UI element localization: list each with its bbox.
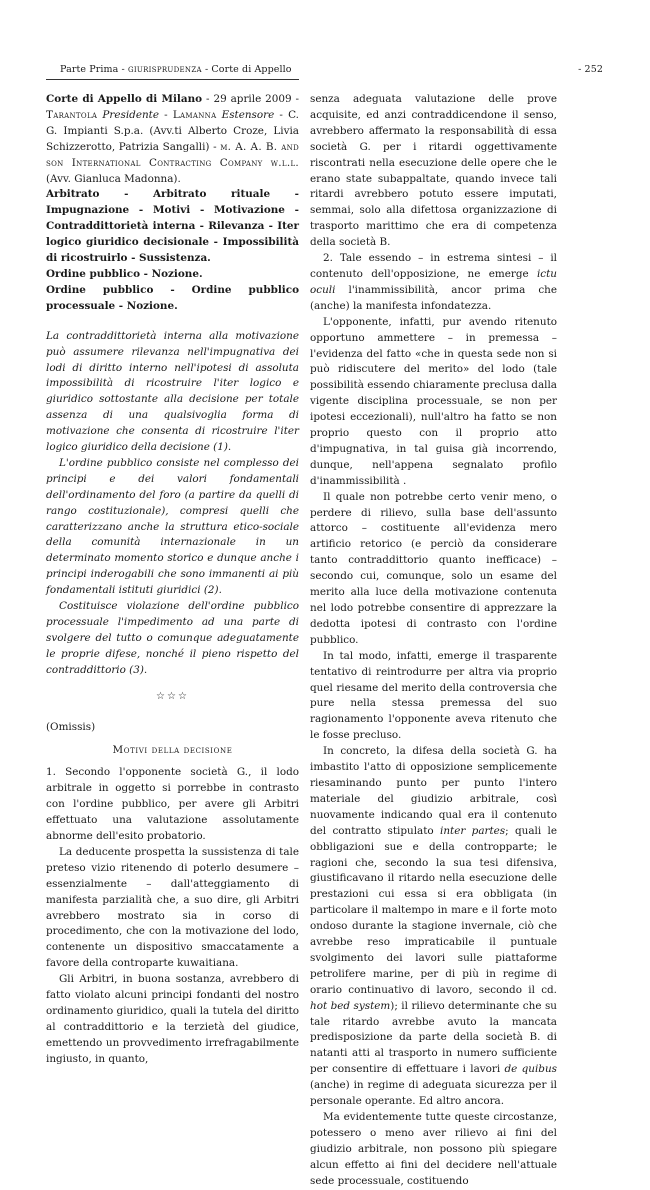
body-paragraph: Ma evidentemente tutte queste circostanze, potessero o meno aver rilievo ai fini del giudizio arbitrale, non possono più spiegare alcun effetto ai fini del decidere nell'attuale sede processuale, costituendo [310, 1111, 557, 1187]
running-header [46, 62, 603, 78]
body-paragraph: La deducente prospetta la sussistenza di tale preteso vizio ritenendo di poterlo desumere – essenzialmente – dall'atteggiamento di manifesta parzialità che, a suo dire, gli Arbitri avrebbero mostrato sia in corso di procedimento, che con la motivazione del lodo, contenente un dispositivo smaccatamente a favore della controparte kuwaitiana. [46, 845, 299, 970]
text-run: In concreto, la difesa della società G. ha imbastito l'atto di opposizione semplicemente riesaminando punto per punto l'intero materiale del giudizio arbitrale, così nuovamente indicando qual era il contenuto del contratto stipulato [310, 745, 557, 837]
keywords-ordine-pubblico: Ordine pubblico - Nozione. [46, 267, 203, 280]
case-citation: Corte di Appello di Milano - 29 aprile 2009 - Tarantola Presidente - Lamanna Estensore - C. G. Impianti S.p.a. (Avv.ti Alberto Croze, Livia Schizzerotto, Patrizia Sangalli) - m. A. A. B. and son International Contracting Company w.l.l. (Avv. Gianluca Madonna). [46, 93, 300, 185]
text-run: (anche) in regime di adeguata sicurezza per il personale operante. Ed altro ancora. [310, 1079, 557, 1108]
maxims [46, 329, 299, 679]
estensore-role: Estensore [221, 108, 275, 121]
maxim-1: La contraddittorietà interna alla motivazione può assumere rilevanza nell'impugnativa dei lodi di diritto interno nell'ipotesi di assoluta impossibilità di ricostruire l'iter logico e giuridico sottostante alla decisione per totale assenza di una qualsivoglia forma di motivazione che consenta di ricostruire l'iter logico giuridico della decisione (1). [46, 329, 299, 454]
keywords-arbitrato: Arbitrato - Arbitrato rituale - Impugnazione - Motivi - Motivazione - Contraddittorietà interna - Rilevanza - Iter logico giuridico decisionale - Impossibilità di ricostruirlo - Sussistenza. [46, 188, 299, 265]
header-section: giurisprudenza [127, 64, 202, 75]
header-part: Parte Prima - [60, 64, 128, 75]
decision-date: - 29 aprile 2009 - [202, 93, 300, 105]
maxim-3: Costituisce violazione dell'ordine pubblico processuale l'impedimento ad una parte di svolgere del tutto o comunque adeguatamente le proprie difese, nonché il pieno rispetto del contraddittorio (3). [46, 600, 299, 676]
text-run: ; quali le obbligazioni sue e della contropparte; le ragioni che, secondo la sua tesi difensiva, giustificavano il ritardo nella esecuzione delle prestazioni cui essa si era obbligata (in particolare il maltempo in mare e il forte moto ondoso durante la stagione invernale, ciò che avrebbe reso impraticabile il puntuale svolgimento dei lavori sulle piattaforme petrolifere marine, per di più in regime di orario continuativo di lavoro, secondo il cd. [310, 824, 557, 996]
text-run: 2. Tale essendo – in estrema sintesi – il contenuto dell'opposizione, ne emerge [310, 252, 557, 280]
parties-first: - C. G. Impianti S.p.a. (Avv.ti Alberto Croze, Livia Schizzerotto, Patrizia Sangalli) - [46, 108, 299, 153]
body-paragraph [310, 744, 557, 1110]
body-paragraph: Il quale non potrebbe certo venir meno, o perdere di rilievo, sulla base dell'assunto attorco – costituente all'evidenza mero artificio retorico (e perciò da considerare tanto contraddittorio quanto inefficace) – secondo cui, comunque, solo un esame del merito alla luce della motivazione contenuta nel lodo potrebbe consentire di apprezzare la dedotta ipotesi di contrasto con l'ordine pubblico. [310, 490, 557, 646]
text-run: ); il rilievo determinante che su tale ritardo avrebbe avuto la mancata predisposizione da parte della società B. di natanti atti al trasporto in numero sufficiente per consentire di effettuare i lavori [310, 999, 557, 1076]
latin-phrase: de quibus [504, 1063, 557, 1076]
header-court: - Corte di Appello [201, 64, 292, 75]
omissis: (Omissis) [46, 720, 96, 733]
parties-second: m. A. A. B. and son International Contracting Company w.l.l. [46, 140, 299, 169]
president-role: Presidente [102, 108, 160, 121]
estensore-name: Lamanna [172, 108, 217, 121]
right-column [310, 92, 557, 1190]
latin-phrase: ictu oculi [310, 267, 557, 296]
body-paragraph: senza adeguata valutazione delle prove acquisite, ed anzi contraddicendone il senso, avrebbero affermato la responsabilità di essa società G. per i ritardi oggettivamente riscontrati nella esecuzione delle opere che le erano state subappaltate, quando invece tali ritardi avrebbero potuto essere imputati, semmai, solo alla difettosa organizzazione di trasporto marittimo che era di competenza della società B. [310, 93, 557, 249]
body-paragraph: In tal modo, infatti, emerge il trasparente tentativo di reintrodurre per altra via proprio quel riesame del merito della controversia che pure nella stessa premessa del suo ragionamento l'opponente aveva ritenuto che le fosse precluso. [310, 649, 557, 742]
left-column [46, 92, 299, 1068]
court-name: Corte di Appello di Milano [46, 93, 203, 105]
body-paragraph: L'opponente, infatti, pur avendo ritenuto opportuno ammettere – in premessa – l'evidenza del fatto «che in questa sede non si può ridiscutere del merito» del lodo (tale possibilità essendo chiaramente preclusa dalla vigente disciplina processuale, se non per ipotesi eccezionali), null'altro ha fatto se non proprio questo con il proprio atto d'impugnativa, in tal guisa già incorrendo, dunque, nell'appena segnalato profilo d'inammissibilità . [310, 315, 557, 487]
body-paragraph: Gli Arbitri, in buona sostanza, avrebbero di fatto violato alcuni principi fondanti del nostro ordinamento giuridico, quali la tutela del diritto al contraddittorio e la terzietà del giudice, emettendo un provvedimento irrefragabilmente ingiusto, in quanto, [46, 973, 299, 1065]
header-rule [46, 79, 299, 80]
english-phrase: hot bed system [310, 999, 391, 1012]
keywords-ordine-pubblico-processuale: Ordine pubblico - Ordine pubblico processuale - Nozione. [46, 283, 299, 312]
page-number: - 252 [578, 64, 603, 75]
parties-counsel: (Avv. Gianluca Madonna). [46, 172, 181, 185]
text-run: l'inammissibilità, ancor prima che (anche) la manifesta infondatezza. [310, 283, 557, 312]
separator-stars: ☆☆☆ [156, 690, 189, 702]
president-name: Tarantola [46, 108, 98, 121]
section-title: Motivi della decisione [112, 744, 233, 757]
running-header-title [60, 62, 292, 78]
latin-phrase: inter partes [440, 824, 506, 837]
maxim-2: L'ordine pubblico consiste nel complesso dei principi e dei valori fondamentali dell'ordinamento del foro (a partire da quelli di rango costituzionale), compresi quelli che caratterizzano anche la struttura etico-sociale della comunità internazionale in un determinato momento storico e dunque anche i principi inderogabili che sono immanenti ai più fondamentali istituti giuridici (2). [46, 456, 299, 597]
body-paragraph [310, 251, 557, 315]
body-paragraph: 1. Secondo l'opponente società G., il lodo arbitrale in oggetto si porrebbe in contrasto con l'ordine pubblico, per avere gli Arbitri effettuato una valutazione assolutamente abnorme dell'esito probatorio. [46, 766, 299, 842]
